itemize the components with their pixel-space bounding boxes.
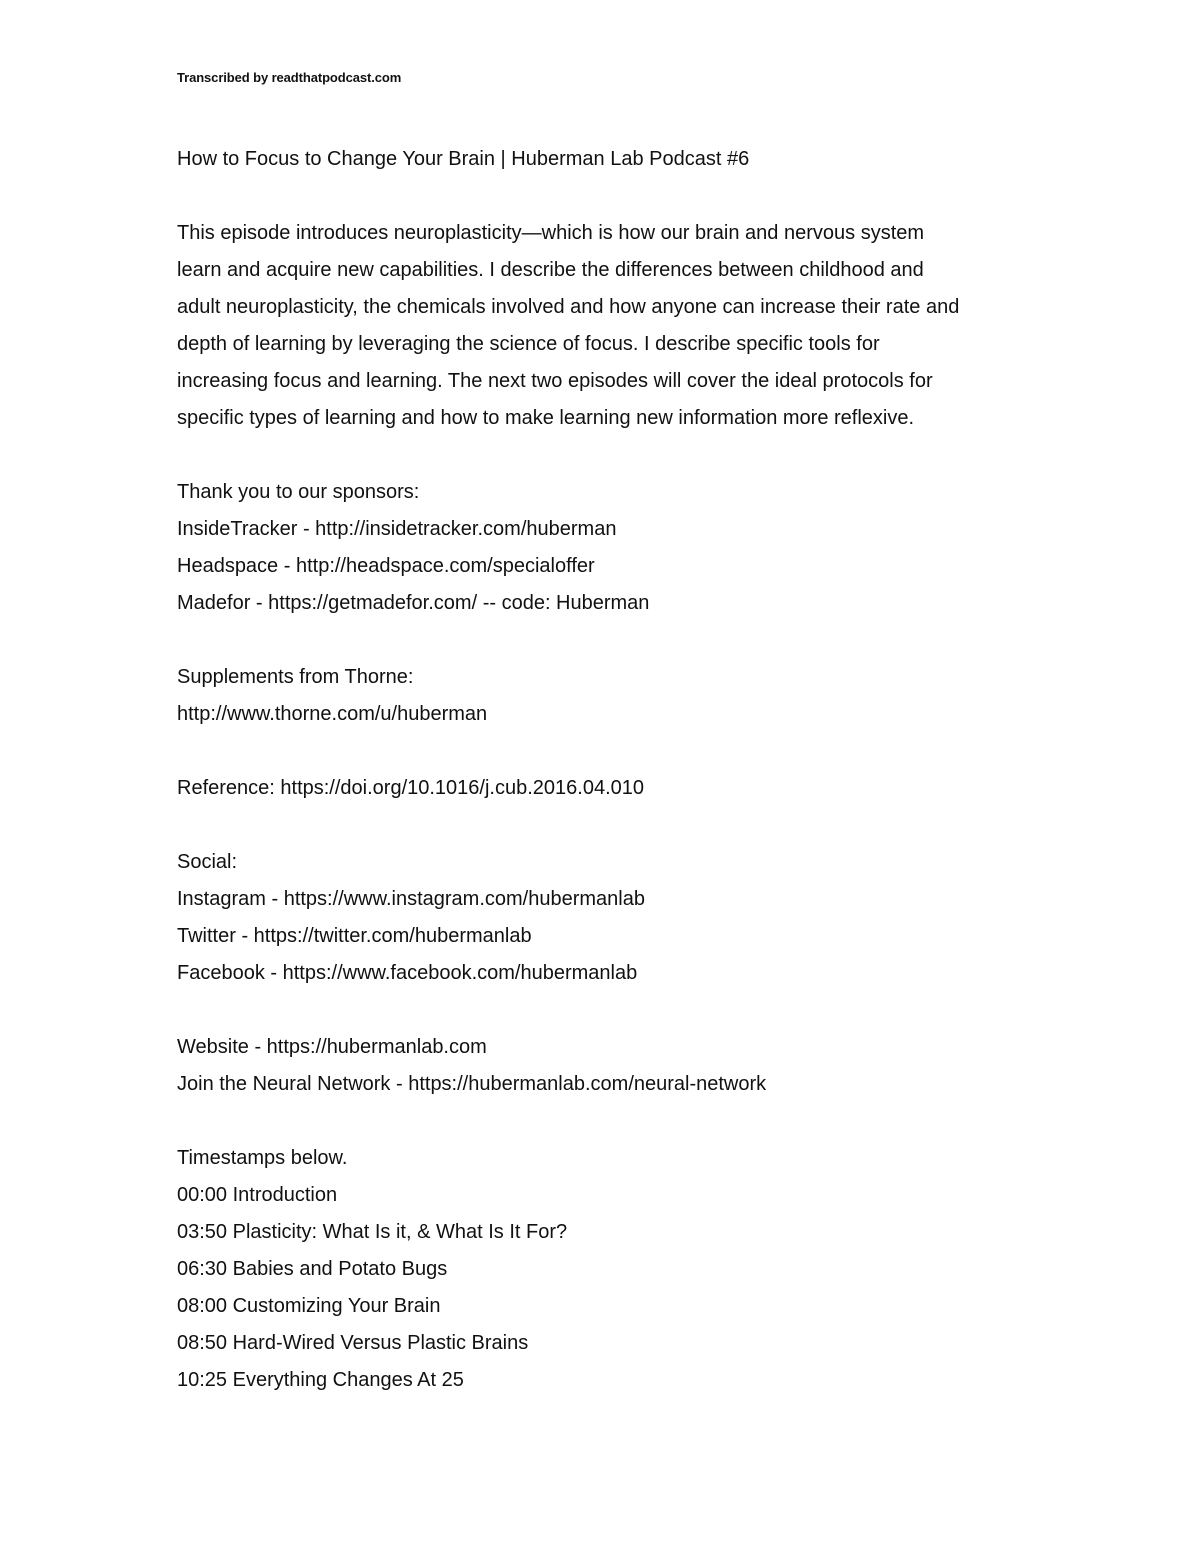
timestamp-item: 06:30 Babies and Potato Bugs: [177, 1258, 448, 1280]
spacer: [177, 733, 1037, 770]
website-item: Website - https://hubermanlab.com: [177, 1036, 487, 1058]
description-line: This episode introduces neuroplasticity—which is how our brain and nervous system: [177, 222, 925, 244]
description-line: specific types of learning and how to make learning new information more reflexive.: [177, 407, 915, 429]
document-body: [177, 141, 1037, 1399]
website-section: [177, 1029, 1037, 1103]
spacer: [177, 178, 1037, 215]
supplements-heading: Supplements from Thorne:: [177, 666, 414, 688]
timestamp-item: 03:50 Plasticity: What Is it, & What Is It For?: [177, 1221, 568, 1243]
sponsor-item-headspace: Headspace - http://headspace.com/specialoffer: [177, 555, 595, 577]
spacer: [177, 992, 1037, 1029]
reference-line: Reference: https://doi.org/10.1016/j.cub.2016.04.010: [177, 777, 645, 799]
spacer: [177, 437, 1037, 474]
sponsors-heading: Thank you to our sponsors:: [177, 481, 420, 503]
description-line: adult neuroplasticity, the chemicals involved and how anyone can increase their rate and: [177, 296, 960, 318]
timestamp-item: 08:00 Customizing Your Brain: [177, 1295, 441, 1317]
supplements-link: http://www.thorne.com/u/huberman: [177, 703, 488, 725]
episode-title: How to Focus to Change Your Brain | Huberman Lab Podcast #6: [177, 148, 750, 170]
sponsors-section: [177, 474, 1037, 622]
social-section: [177, 844, 1037, 992]
transcription-credit: Transcribed by readthatpodcast.com: [177, 70, 402, 85]
social-item-instagram: Instagram - https://www.instagram.com/hubermanlab: [177, 888, 645, 910]
spacer: [177, 1103, 1037, 1140]
social-item-facebook: Facebook - https://www.facebook.com/hubermanlab: [177, 962, 638, 984]
supplements-section: [177, 659, 1037, 733]
timestamp-item: 10:25 Everything Changes At 25: [177, 1369, 464, 1391]
timestamps-heading: Timestamps below.: [177, 1147, 348, 1169]
timestamp-item: 00:00 Introduction: [177, 1184, 338, 1206]
sponsor-item-madefor: Madefor - https://getmadefor.com/ -- code: Huberman: [177, 592, 650, 614]
description-line: depth of learning by leveraging the science of focus. I describe specific tools for: [177, 333, 880, 355]
timestamps-section: [177, 1140, 1037, 1399]
sponsor-item-insidetracker: InsideTracker - http://insidetracker.com/huberman: [177, 518, 617, 540]
spacer: [177, 622, 1037, 659]
timestamp-item: 08:50 Hard-Wired Versus Plastic Brains: [177, 1332, 529, 1354]
social-heading: Social:: [177, 851, 238, 873]
neural-network-item: Join the Neural Network - https://hubermanlab.com/neural-network: [177, 1073, 767, 1095]
description-line: increasing focus and learning. The next two episodes will cover the ideal protocols for: [177, 370, 933, 392]
episode-description: [177, 215, 1037, 437]
description-line: learn and acquire new capabilities. I describe the differences between childhood and: [177, 259, 924, 281]
spacer: [177, 807, 1037, 844]
social-item-twitter: Twitter - https://twitter.com/hubermanlab: [177, 925, 532, 947]
